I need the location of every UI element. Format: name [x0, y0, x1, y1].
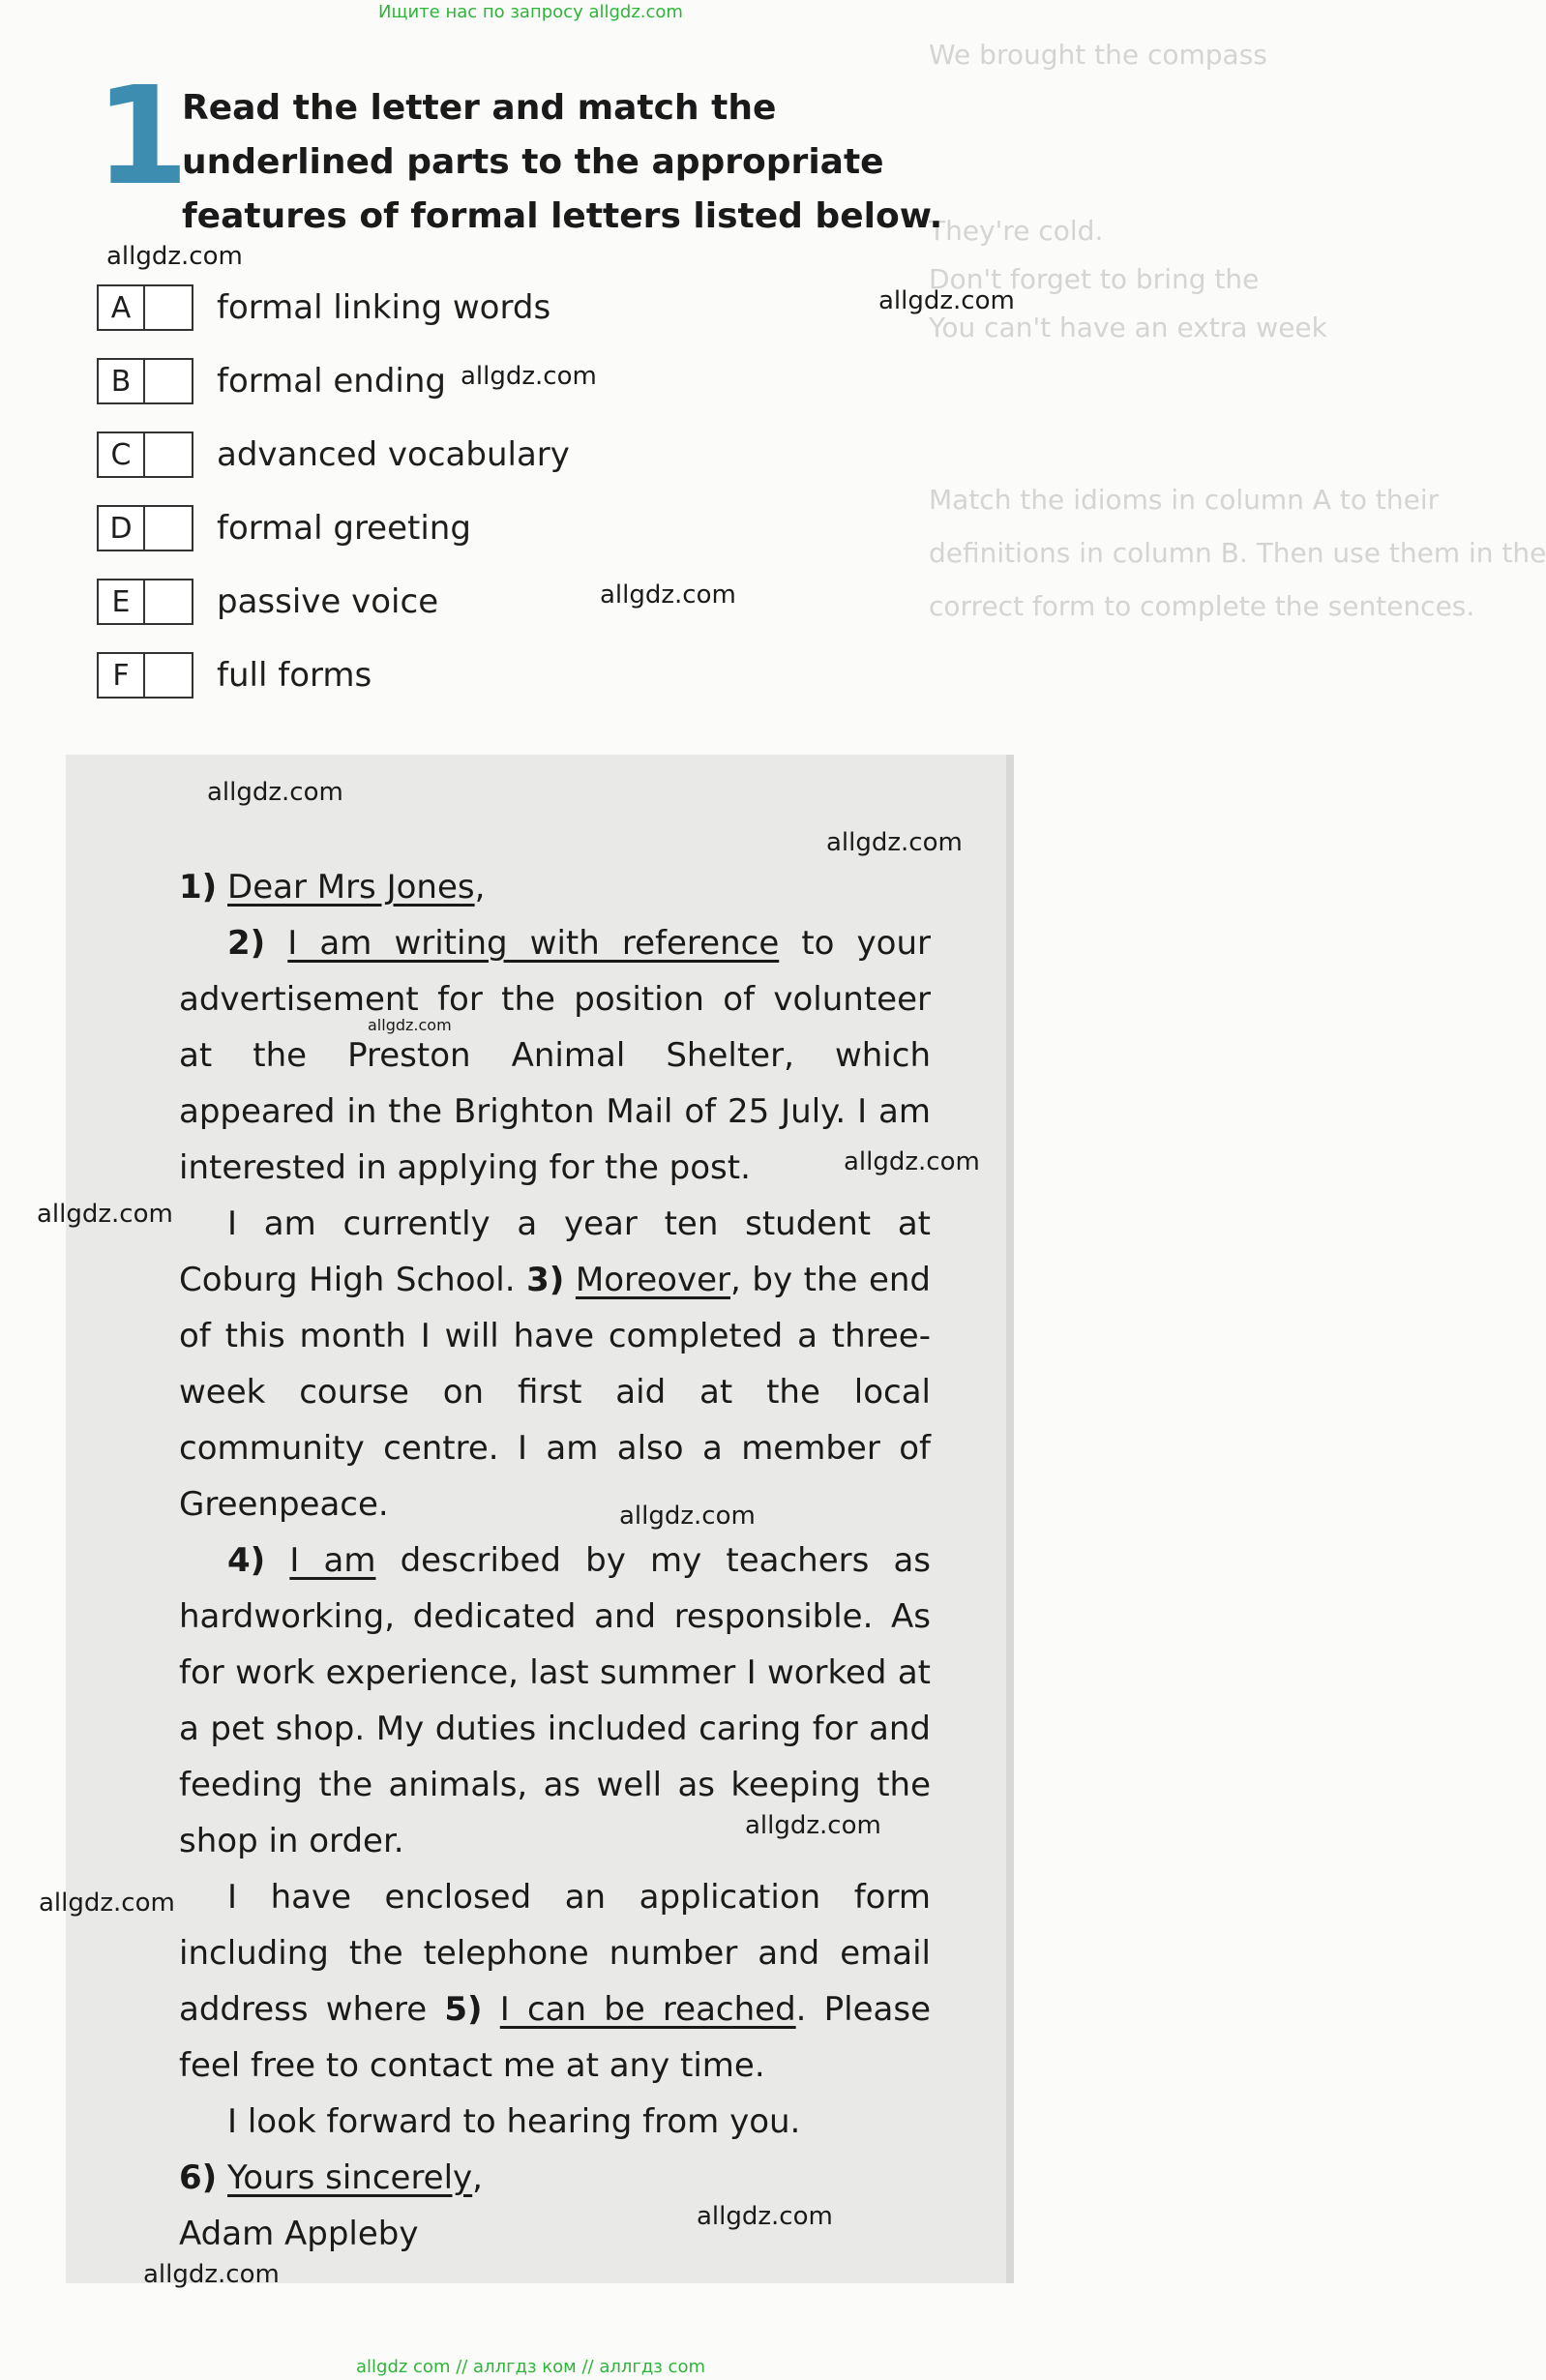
top-banner[interactable]: Ищите нас по запросу allgdz.com	[378, 2, 683, 22]
underlined-phrase: I am	[289, 1541, 376, 1580]
underlined-phrase: Dear Mrs Jones	[227, 868, 475, 907]
feature-text: formal greeting	[217, 509, 471, 548]
answer-field[interactable]	[145, 433, 192, 476]
feature-item-a	[97, 283, 774, 333]
feature-item-c	[97, 430, 774, 480]
watermark: allgdz.com	[461, 362, 597, 391]
marker-number: 2)	[227, 924, 266, 963]
answer-field[interactable]	[145, 507, 192, 550]
watermark: allgdz.com	[844, 1147, 980, 1176]
exercise-number: 1	[95, 58, 190, 216]
watermark: allgdz.com	[368, 1016, 452, 1034]
feature-letter: A	[99, 286, 145, 329]
feature-text: advanced vocabulary	[217, 435, 570, 474]
watermark: allgdz.com	[745, 1811, 881, 1840]
marker-number: 3)	[526, 1261, 565, 1299]
punctuation: ,	[474, 868, 486, 907]
marker-number: 1)	[179, 868, 218, 907]
answer-box[interactable]	[97, 505, 193, 551]
answer-box[interactable]	[97, 358, 193, 404]
bleed-through-text: They're cold.	[929, 215, 1104, 247]
paragraph-text: I am currently a year ten student at Coburg High School.	[179, 1205, 931, 1299]
paragraph-text: , by the end of this month I will have completed a three-week course on first aid at the local community centre. I am also a member of Greenpeace.	[179, 1261, 932, 1524]
letter-greeting	[179, 859, 931, 915]
feature-item-f	[97, 650, 774, 700]
feature-item-d	[97, 503, 774, 553]
bleed-through-text: Match the idioms in column A to their	[929, 484, 1440, 516]
feature-letter: C	[99, 433, 145, 476]
feature-text: formal ending	[217, 362, 446, 401]
underlined-phrase: Moreover	[575, 1261, 730, 1299]
answer-field[interactable]	[145, 360, 192, 402]
feature-item-b	[97, 356, 774, 406]
bleed-through-text: We brought the compass	[929, 39, 1267, 71]
answer-field[interactable]	[145, 580, 192, 623]
answer-box[interactable]	[97, 652, 193, 699]
letter-paragraph-5: I look forward to hearing from you.	[227, 2102, 801, 2141]
letter-paragraph-2	[179, 1196, 931, 1532]
paragraph-text: I have enclosed an application form including the telephone number and email address where	[179, 1878, 931, 2029]
marker-number: 6)	[179, 2158, 218, 2197]
watermark: allgdz.com	[106, 242, 243, 271]
watermark: allgdz.com	[37, 1200, 173, 1229]
letter-closing	[179, 2150, 931, 2206]
watermark: allgdz.com	[39, 1889, 175, 1918]
paragraph-text: described by my teachers as hardworking, dedicated and responsible. As for work experience, last summer I worked at a pet shop. My duties included caring for and feeding the animals, as well as keeping the shop in order.	[179, 1541, 931, 1860]
marker-number: 4)	[227, 1541, 266, 1580]
feature-letter: D	[99, 507, 145, 550]
feature-letter: B	[99, 360, 145, 402]
underlined-phrase: Yours sincerely	[227, 2158, 473, 2197]
letter-body	[179, 859, 931, 2262]
bleed-through-text: correct form to complete the sentences.	[929, 590, 1475, 622]
feature-text: full forms	[217, 656, 372, 695]
watermark: allgdz.com	[600, 580, 736, 610]
answer-field[interactable]	[145, 286, 192, 329]
feature-text: passive voice	[217, 582, 439, 621]
paragraph-text: to your advertisement for the position of volunteer at the Preston Animal Shelter, which appeared in the Brighton Mail of 25 July. I am interested in applying for the post.	[179, 924, 932, 1187]
watermark: allgdz.com	[697, 2202, 833, 2231]
watermark: allgdz.com	[619, 1502, 756, 1531]
answer-box[interactable]	[97, 431, 193, 478]
bleed-through-text: You can't have an extra week	[929, 312, 1327, 343]
answer-box[interactable]	[97, 579, 193, 625]
watermark: allgdz.com	[143, 2260, 280, 2289]
bottom-banner[interactable]: allgdz com // аллгдз ком // аллгдз com	[355, 2357, 706, 2377]
bleed-through-text: definitions in column B. Then use them in the	[929, 537, 1546, 569]
answer-box[interactable]	[97, 284, 193, 331]
watermark: allgdz.com	[878, 286, 1015, 315]
watermark: allgdz.com	[207, 778, 343, 807]
paragraph-text: . Please feel free to contact me at any time.	[179, 1990, 931, 2085]
feature-letter: E	[99, 580, 145, 623]
letter-signature: Adam Appleby	[179, 2215, 419, 2253]
answer-field[interactable]	[145, 654, 192, 697]
letter-paragraph-4	[179, 1869, 931, 2094]
underlined-phrase: I am writing with reference	[287, 924, 780, 963]
feature-text: formal linking words	[217, 288, 551, 327]
feature-letter: F	[99, 654, 145, 697]
watermark: allgdz.com	[826, 828, 963, 857]
underlined-phrase: I can be reached	[499, 1990, 796, 2029]
punctuation: ,	[472, 2158, 483, 2197]
bleed-through-text: Don't forget to bring the	[929, 263, 1260, 295]
letter-paragraph-1	[179, 915, 931, 1196]
marker-number: 5)	[444, 1990, 483, 2029]
exercise-instruction: Read the letter and match the underlined parts to the appropriate features of formal letters listed below.	[182, 88, 943, 236]
